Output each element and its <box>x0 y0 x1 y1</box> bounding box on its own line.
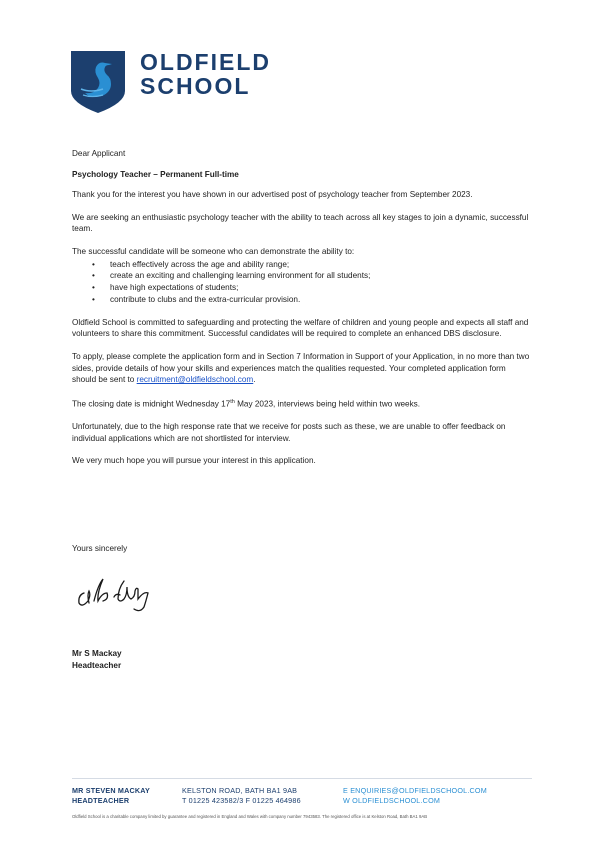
footer-contact <box>343 786 487 806</box>
footer-headteacher-title: HEADTEACHER <box>72 796 130 805</box>
closing-date-rest: May 2023, interviews being held within two weeks. <box>234 399 421 409</box>
logo-line-1: OLDFIELD <box>140 49 271 75</box>
signer-name: Mr S Mackay <box>72 649 122 658</box>
letter-body <box>72 148 532 478</box>
logo-line-2: SCHOOL <box>140 73 251 99</box>
paragraph-feedback: Unfortunately, due to the high response rate that we receive for posts such as these, we are unable to offer feedback on individual applications which are not shortlisted for interview. <box>72 422 506 443</box>
paragraph-seeking: We are seeking an enthusiastic psychology teacher with the ability to teach across all key stages to join a dynamic, successful team. <box>72 212 529 234</box>
list-item: • contribute to clubs and the extra-curricular provision. <box>92 294 532 306</box>
footer-legal-notice: Oldfield School is a charitable company limited by guarantee and registered in England and Wales with company number 7943583. The registered office is at Kelston Road, Bath BA1 9AB <box>72 814 428 819</box>
swan-shield-icon <box>71 51 125 113</box>
list-item: • have high expectations of students; <box>92 282 532 294</box>
signature-image <box>72 567 202 617</box>
paragraph-hope: We very much hope you will pursue your interest in this application. <box>72 456 316 466</box>
footer-email[interactable]: E ENQUIRIES@OLDFIELDSCHOOL.COM <box>343 786 487 795</box>
logo-wordmark <box>140 50 271 98</box>
paragraph-intro: Thank you for the interest you have shown in our advertised post of psychology teacher from September 2023. <box>72 190 473 200</box>
recruitment-email-link[interactable]: recruitment@oldfieldschool.com <box>136 375 254 385</box>
list-item: • create an exciting and challenging learning environment for all students; <box>92 270 532 282</box>
footer-address-line: KELSTON ROAD, BATH BA1 9AB <box>182 786 298 795</box>
school-logo <box>71 51 271 113</box>
paragraph-candidate-lead: The successful candidate will be someone who can demonstrate the ability to: <box>72 246 355 256</box>
footer-phone-line: T 01225 423582/3 F 01225 464986 <box>182 796 301 805</box>
signer-title: Headteacher <box>72 660 122 670</box>
paragraph-closing-date <box>72 397 532 410</box>
salutation: Dear Applicant <box>72 149 126 158</box>
paragraph-safeguarding: Oldfield School is committed to safeguarding and protecting the welfare of children and young people and expects all staff and volunteers to share this commitment. Successful candidates will be required to complete an enhanced DBS disclosure. <box>72 317 529 339</box>
list-item: • teach effectively across the age and ability range; <box>92 259 532 271</box>
signer-block <box>72 648 122 671</box>
subject-line: Psychology Teacher – Permanent Full-time <box>72 169 239 179</box>
date-suffix: th <box>230 398 235 405</box>
footer-address <box>182 786 301 806</box>
requirements-list <box>72 259 532 306</box>
apply-text: To apply, please complete the application form and in Section 7 Information in Support of your Application, in no more than two sides, provide details of how your skills and experiences match the qualities requested. Your completed application form should be sent to <box>72 351 530 385</box>
footer-headteacher-name: MR STEVEN MACKAY <box>72 786 151 795</box>
closing-date-text: The closing date is midnight Wednesday 17 <box>72 399 231 409</box>
footer-website[interactable]: W OLDFIELDSCHOOL.COM <box>343 796 441 805</box>
footer-headteacher <box>72 786 150 806</box>
footer-divider <box>72 778 532 779</box>
sign-off: Yours sincerely <box>72 544 128 553</box>
apply-end: . <box>253 375 256 385</box>
paragraph-apply <box>72 351 532 386</box>
